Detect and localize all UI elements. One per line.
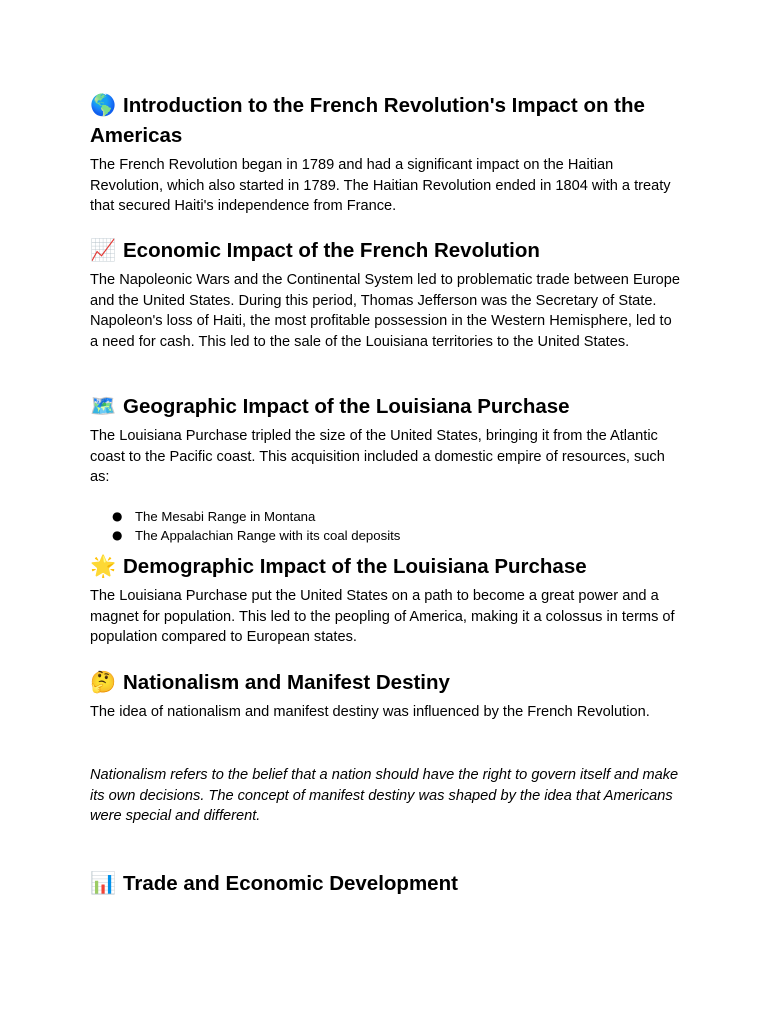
section-paragraph-nationalism: The idea of nationalism and manifest destiny was influenced by the French Revolution. bbox=[90, 704, 650, 720]
section-heading-economic-impact: 📈 Economic Impact of the French Revolution bbox=[90, 235, 682, 266]
section-paragraph-economic-impact: The Napoleonic Wars and the Continental System led to problematic trade between Europe and the United States. During this period, Thomas Jefferson was the Secretary of State. Napoleon's loss of Haiti, the most profitable possession in the Western Hemisphere, led to a need for cash. This led to the sale of the Louisiana territories to the United States. bbox=[90, 272, 681, 350]
section-paragraph-introduction: The French Revolution began in 1789 and had a significant impact on the Haitian Revolution, which also started in 1789. The Haitian Revolution ended in 1804 with a treaty that secured Haiti's independence from France. bbox=[90, 157, 671, 214]
glowing-star-icon: 🌟 bbox=[90, 554, 117, 578]
world-map-icon: 🗺️ bbox=[90, 394, 117, 418]
globe-americas-icon: 🌎 bbox=[90, 93, 117, 117]
section-paragraph-geographic-impact: The Louisiana Purchase tripled the size of the United States, bringing it from the Atlantic coast to the Pacific coast. This acquisition included a domestic empire of resources, such as: bbox=[90, 428, 665, 485]
resource-list bbox=[90, 507, 682, 545]
section-heading-introduction: 🌎 Introduction to the French Revolution's Impact on the Americas bbox=[90, 90, 682, 151]
thinking-face-icon: 🤔 bbox=[90, 670, 117, 694]
section-heading-demographic-impact: 🌟 Demographic Impact of the Louisiana Purchase bbox=[90, 551, 682, 582]
bar-chart-icon: 📊 bbox=[90, 871, 117, 895]
section-heading-trade: 📊 Trade and Economic Development bbox=[90, 868, 682, 899]
list-item: ● The Appalachian Range with its coal deposits bbox=[112, 528, 401, 543]
section-italic-paragraph-nationalism: Nationalism refers to the belief that a nation should have the right to govern itself and make its own decisions. The concept of manifest destiny was shaped by the idea that Americans were special and different. bbox=[90, 767, 679, 824]
section-paragraph-demographic-impact: The Louisiana Purchase put the United States on a path to become a great power and a magnet for population. This led to the peopling of America, making it a colossus in terms of population compared to European states. bbox=[90, 588, 675, 645]
section-heading-nationalism: 🤔 Nationalism and Manifest Destiny bbox=[90, 667, 682, 698]
bullet-icon: ● bbox=[112, 528, 123, 542]
list-item: ● The Mesabi Range in Montana bbox=[112, 509, 316, 524]
section-heading-geographic-impact: 🗺️ Geographic Impact of the Louisiana Purchase bbox=[90, 391, 682, 422]
chart-increasing-icon: 📈 bbox=[90, 238, 117, 262]
bullet-icon: ● bbox=[112, 509, 123, 523]
